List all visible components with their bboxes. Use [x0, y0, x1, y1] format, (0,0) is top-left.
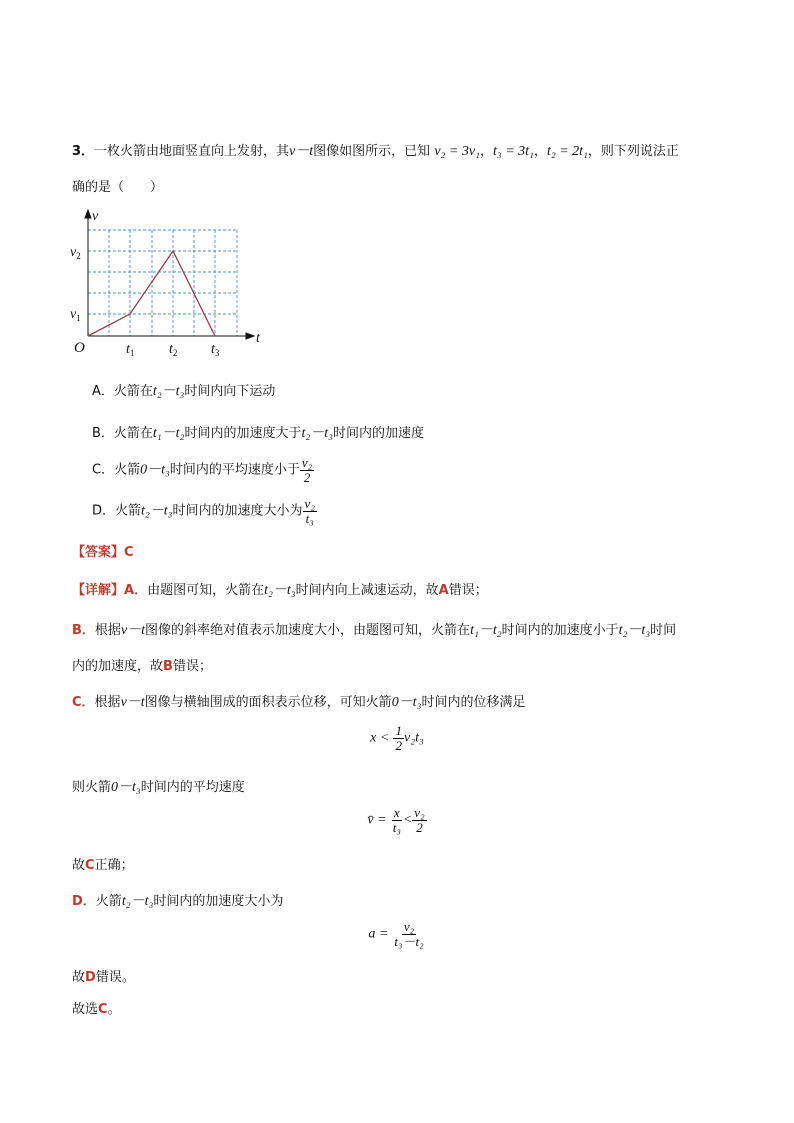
option-c-fraction: $\frac{\text{v₂}}{2}$	[301, 455, 313, 485]
option-c[interactable]: C．火箭0－t₃时间内的平均速度小于 $\frac{\text{v₂}}{2}$	[92, 455, 313, 485]
y-tick-v2: $v_2$	[70, 245, 81, 261]
y-tick-v1: $v_1$	[70, 307, 81, 323]
option-b[interactable]: B．火箭在t₁－t₂时间内的加速度大于t₂－t₃时间内的加速度	[92, 426, 424, 441]
option-a[interactable]: A．火箭在t₂－t₃时间内向下运动	[92, 384, 276, 399]
x-axis-label: t	[256, 331, 260, 346]
question-stem-line2: 确的是（ ）	[72, 180, 164, 195]
analysis-c-avg-line: 则火箭0－t₃时间内的平均速度	[72, 780, 245, 795]
analysis-b-line2: 内的加速度，故B错误；	[72, 659, 212, 674]
answer-line: 【答案】C	[72, 545, 134, 560]
answer-value: C	[124, 545, 134, 560]
analysis-c-conclusion: 故C正确；	[72, 858, 134, 873]
origin-label: O	[74, 340, 85, 356]
x-tick-t2: $t_2$	[169, 342, 178, 358]
x-tick-t3: $t_3$	[211, 342, 220, 358]
analysis-d-line1: D．火箭t₂－t₃时间内的加速度大小为	[72, 894, 284, 909]
analysis-b-line1: B．根据v－t图像的斜率绝对值表示加速度大小，由题图可知，火箭在t₁－t₂时间内的加速度小于t₂－t₃时间	[72, 623, 677, 638]
analysis-c-line1: C．根据v－t图像与横轴围成的面积表示位移，可知火箭0－t₃时间内的位移满足	[72, 695, 526, 710]
x-tick-t1: $t_1$	[126, 342, 135, 358]
question-number: 3．	[72, 144, 95, 159]
option-d-fraction: $\frac{\text{v₂}}{\text{t₃}}$	[304, 496, 315, 526]
axes	[85, 210, 254, 339]
equation-d: a = $\frac{\text{v₂}}{\text{t₃－t₂}}$	[368, 919, 424, 949]
velocity-line	[88, 251, 215, 336]
grid	[88, 230, 237, 336]
equation-c1: x < $\frac{1}{2}$ v₂t₃	[370, 723, 424, 753]
final-choice: 故选C。	[72, 1002, 121, 1017]
analysis-d-conclusion: 故D错误。	[72, 970, 135, 985]
option-d[interactable]: D．火箭t₂－t₃时间内的加速度大小为 $\frac{\text{v₂}}{\text{t₃}}$	[92, 496, 315, 526]
question-stem-line1: 3．一枚火箭由地面竖直向上发射，其v－t图像如图所示，已知 v₂ = 3v₁，t₃ = 3t₁，t₂ = 2t₁，则下列说法正	[72, 144, 679, 159]
equation-c2: v̄ = $\frac{x}{\text{t₃}}$ < $\frac{\text{v₂}}{2}$	[367, 805, 425, 835]
y-axis-label: v	[92, 209, 99, 224]
vt-graph	[66, 200, 276, 360]
analysis-a: 【详解】A．由题图可知，火箭在t₂－t₃时间内向上减速运动，故A错误；	[72, 583, 488, 598]
